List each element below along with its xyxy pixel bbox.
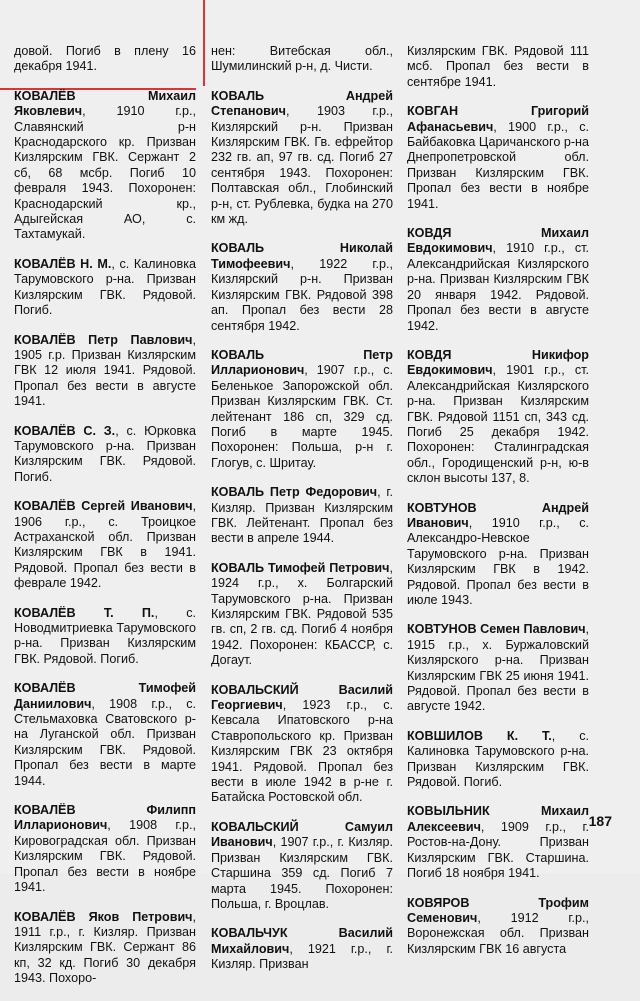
entry-text: , с. Калиновка Тарумовского р-на. Призван Кизлярским ГВК. Рядовой. Погиб. <box>407 728 590 790</box>
entry-text: , 1907 г.р., с. Беленькое Запорожской обл. Призван Кизлярским ГВК. Ст. лейтенант 186 сп, 329 сд. Погиб в марте 1945. Похоронен: Польша, р-н г. Глогув, с. Шритау. <box>211 363 393 470</box>
entry-name: КОВАЛЁВ Т. П. <box>14 605 155 620</box>
entry-name: КОВТУНОВ Андрей Иванович <box>407 500 589 530</box>
entry <box>211 683 393 806</box>
entry <box>14 681 196 789</box>
entry <box>407 729 589 791</box>
entry-text: , 1909 г.р., г. Ростов-на-Дону. Призван Кизлярским ГВК. Старшина. Погиб 18 ноября 1941. <box>407 819 589 881</box>
entry-text: , 1901 г.р., ст. Александрийская Кизлярского р-на. Призван Кизлярским ГВК. Рядовой 1151 сп, 343 сд. Погиб 25 декабря 1942. Похоронен: Сталинградская обл., Городищенский р-н, ю-в склон высоты 137, 8. <box>407 363 589 486</box>
entry-text: , 1924 г.р., х. Болгарский Тарумовского р-на. Призван Кизлярским ГВК. Рядовой 535 гв. сп, 2 гв. сд. Погиб 4 ноября 1942. Похоронен: КБАССР, с. Догаут. <box>211 560 393 668</box>
crop-mark-vertical <box>203 0 205 86</box>
entry <box>407 226 589 334</box>
entry-name: КОВАЛЁВ Петр Павлович <box>14 332 193 347</box>
entry-text: , 1908 г.р., Кировоградская обл. Призван Кизлярским ГВК. Рядовой. Пропал без вести в ноябре 1941. <box>14 818 196 895</box>
entry-text: , 1912 г.р., Воронежская обл. Призван Кизлярским ГВК 16 августа <box>407 910 589 956</box>
entry <box>407 104 589 212</box>
entry-name: КОВАЛЬСКИЙ Василий Георгиевич <box>211 682 393 713</box>
entry-name: КОВАЛЁВ Яков Петрович <box>14 909 193 924</box>
entry <box>211 241 393 333</box>
entry-name: КОВАЛЁВ Тимофей Даниилович <box>14 681 196 711</box>
entry <box>14 499 196 591</box>
entry-text: довой. Погиб в плену 16 декабря 1941. <box>14 44 196 74</box>
entry-name: КОВТУНОВ Семен Павлович <box>407 622 586 637</box>
entry <box>211 89 393 228</box>
entry-name: КОВАЛЬ Андрей Степанович <box>211 88 393 119</box>
entry <box>14 257 196 319</box>
entry-name: КОВАЛЁВ Михаил Яковлевич <box>14 88 196 119</box>
entry <box>14 424 196 486</box>
entry <box>211 926 393 972</box>
entry-name: КОВАЛЁВ Сергей Иванович <box>14 499 193 514</box>
entry <box>14 333 196 410</box>
entry <box>407 501 589 609</box>
entry-name: КОВГАН Григорий Афанасьевич <box>407 104 589 134</box>
entry-name: КОВАЛЬ Николай Тимофеевич <box>211 241 393 271</box>
entry <box>211 485 393 547</box>
entry-text: , 1907 г.р., г. Кизляр. Призван Кизлярским ГВК. Старшина 359 сд. Погиб 7 марта 1945. Похоронен: Польша, г. Вроцлав. <box>211 835 393 911</box>
entry <box>211 561 393 669</box>
entry <box>407 44 589 90</box>
entry <box>407 804 589 881</box>
entry-text: , 1910 г.р., Славянский р-н Краснодарского кр. Призван Кизлярским ГВК. Сержант 2 сб, 68 мсбр. Погиб 10 февраля 1943. Похоронен: Краснодарский кр., Адыгейская АО, с. Тахтамукай. <box>14 104 196 242</box>
entry-name: КОВДЯ Никифор Евдокимович <box>407 347 589 378</box>
entry <box>407 896 589 958</box>
entry <box>407 622 589 714</box>
entry-name: КОВАЛЬЧУК Василий Михайлович <box>211 926 393 956</box>
entry <box>14 606 196 668</box>
entry-text: , 1905 г.р. Призван Кизлярским ГВК 12 июля 1941. Рядовой. Пропал без вести в августе 1941. <box>14 332 196 409</box>
entry-text: , 1910 г.р., с. Александро-Невское Тарумовского р-на. Призван Кизлярским ГВК в 1942. Рядовой. Пропал без вести в июле 1943. <box>407 515 589 607</box>
entry-name: КОВЯРОВ Трофим Семенович <box>407 895 589 925</box>
entry-text: , 1900 г.р., с. Байбаковка Царичанского р-на Днепропетровской обл. Призван Кизлярским ГВК. Пропал без вести в ноябре 1941. <box>407 119 589 211</box>
entry-name: КОВАЛЬ Петр Федорович <box>211 485 378 500</box>
entry-name: КОВАЛЁВ Филипп Илларионович <box>14 803 196 833</box>
entry <box>211 44 393 75</box>
entry <box>14 89 196 243</box>
entry-name: КОВАЛЬ Петр Илларионович <box>211 347 393 378</box>
entry <box>211 820 393 912</box>
entry-text: нен: Витебская обл., Шумилинский р-н, д. Чисти. <box>211 44 393 74</box>
entry-text: , г. Кизляр. Призван Кизлярским ГВК. Лейтенант. Пропал без вести в апреле 1944. <box>211 485 393 546</box>
column-1 <box>14 44 196 1001</box>
entry-text: , 1923 г.р., с. Кевсала Ипатовского р-на Ставропольского кр. Призван Кизлярским ГВК 23 октября 1941. Рядовой. Пропал без вести в июле 1942 в р-не г. Батайска Ростовской обл. <box>211 698 393 805</box>
entry-name: КОВШИЛОВ К. Т. <box>407 728 552 743</box>
entry-text: , с. Новодмитриевка Тарумовского р-на. Призван Кизлярским ГВК. Рядовой. Погиб. <box>14 605 197 666</box>
entry-text: , с. Калиновка Тарумовского р-на. Призван Кизлярским ГВК. Рядовой. Погиб. <box>14 256 196 318</box>
entry-name: КОВЫЛЬНИК Михаил Алексеевич <box>407 804 589 834</box>
entry-text: , 1906 г.р., с. Троицкое Астраханской обл. Призван Кизлярским ГВК в 1941. Рядовой. Пропал без вести в феврале 1942. <box>14 499 196 591</box>
entry-text: , 1915 г.р., х. Буржаловский Кизлярского р-на. Призван Кизлярским ГВК 25 июня 1941. Рядовой. Пропал без вести в августе 1942. <box>407 622 589 714</box>
entry-text: , 1903 г.р., Кизлярский р-н. Призван Кизлярским ГВК. Гв. ефрейтор 232 гв. ап, 97 гв. сд. Погиб 27 сентября 1943. Похоронен: Полтавская обл., Глобинский р-н, ст. Рублевка, будка на 270 км жд. <box>211 104 393 227</box>
entry-text: , 1908 г.р., с. Стельмаховка Сватовского р-на Луганской обл. Призван Кизлярским ГВК. Рядовой. Пропал без вести в марте 1944. <box>14 696 196 788</box>
entry-text: , 1910 г.р., ст. Александрийская Кизлярского р-на. Призван Кизлярским ГВК 20 января 1942. Рядовой. Пропал без вести в августе 1942. <box>407 241 589 333</box>
page-number: 187 <box>588 813 612 829</box>
column-2 <box>211 44 393 987</box>
entry-text: , 1922 г.р., Кизлярский р-н. Призван Кизлярским ГВК. Рядовой 398 ап. Пропал без вести 28 сентября 1942. <box>211 256 393 333</box>
entry <box>14 44 196 75</box>
entry <box>14 910 196 987</box>
entry-text: , 1921 г.р., г. Кизляр. Призван <box>211 941 393 972</box>
entry <box>14 803 196 895</box>
entry <box>211 348 393 471</box>
entry-text: , с. Юрковка Тарумовского р-на. Призван Кизлярским ГВК. Рядовой. Погиб. <box>14 423 196 484</box>
entry-text: Кизлярским ГВК. Рядовой 111 мсб. Пропал без вести в сентябре 1941. <box>407 44 589 89</box>
column-3 <box>407 44 589 971</box>
entry-name: КОВАЛЁВ С. З. <box>14 423 116 438</box>
entry-name: КОВАЛЬ Тимофей Петрович <box>211 560 390 575</box>
entry-name: КОВАЛЁВ Н. М. <box>14 256 112 271</box>
entry-name: КОВДЯ Михаил Евдокимович <box>407 226 589 256</box>
entry-text: , 1911 г.р., г. Кизляр. Призван Кизлярским ГВК. Сержант 86 кп, 32 кд. Погиб 30 декабря 1943. Похоро- <box>14 909 196 986</box>
entry-name: КОВАЛЬСКИЙ Самуил Иванович <box>211 819 393 850</box>
entry <box>407 348 589 487</box>
